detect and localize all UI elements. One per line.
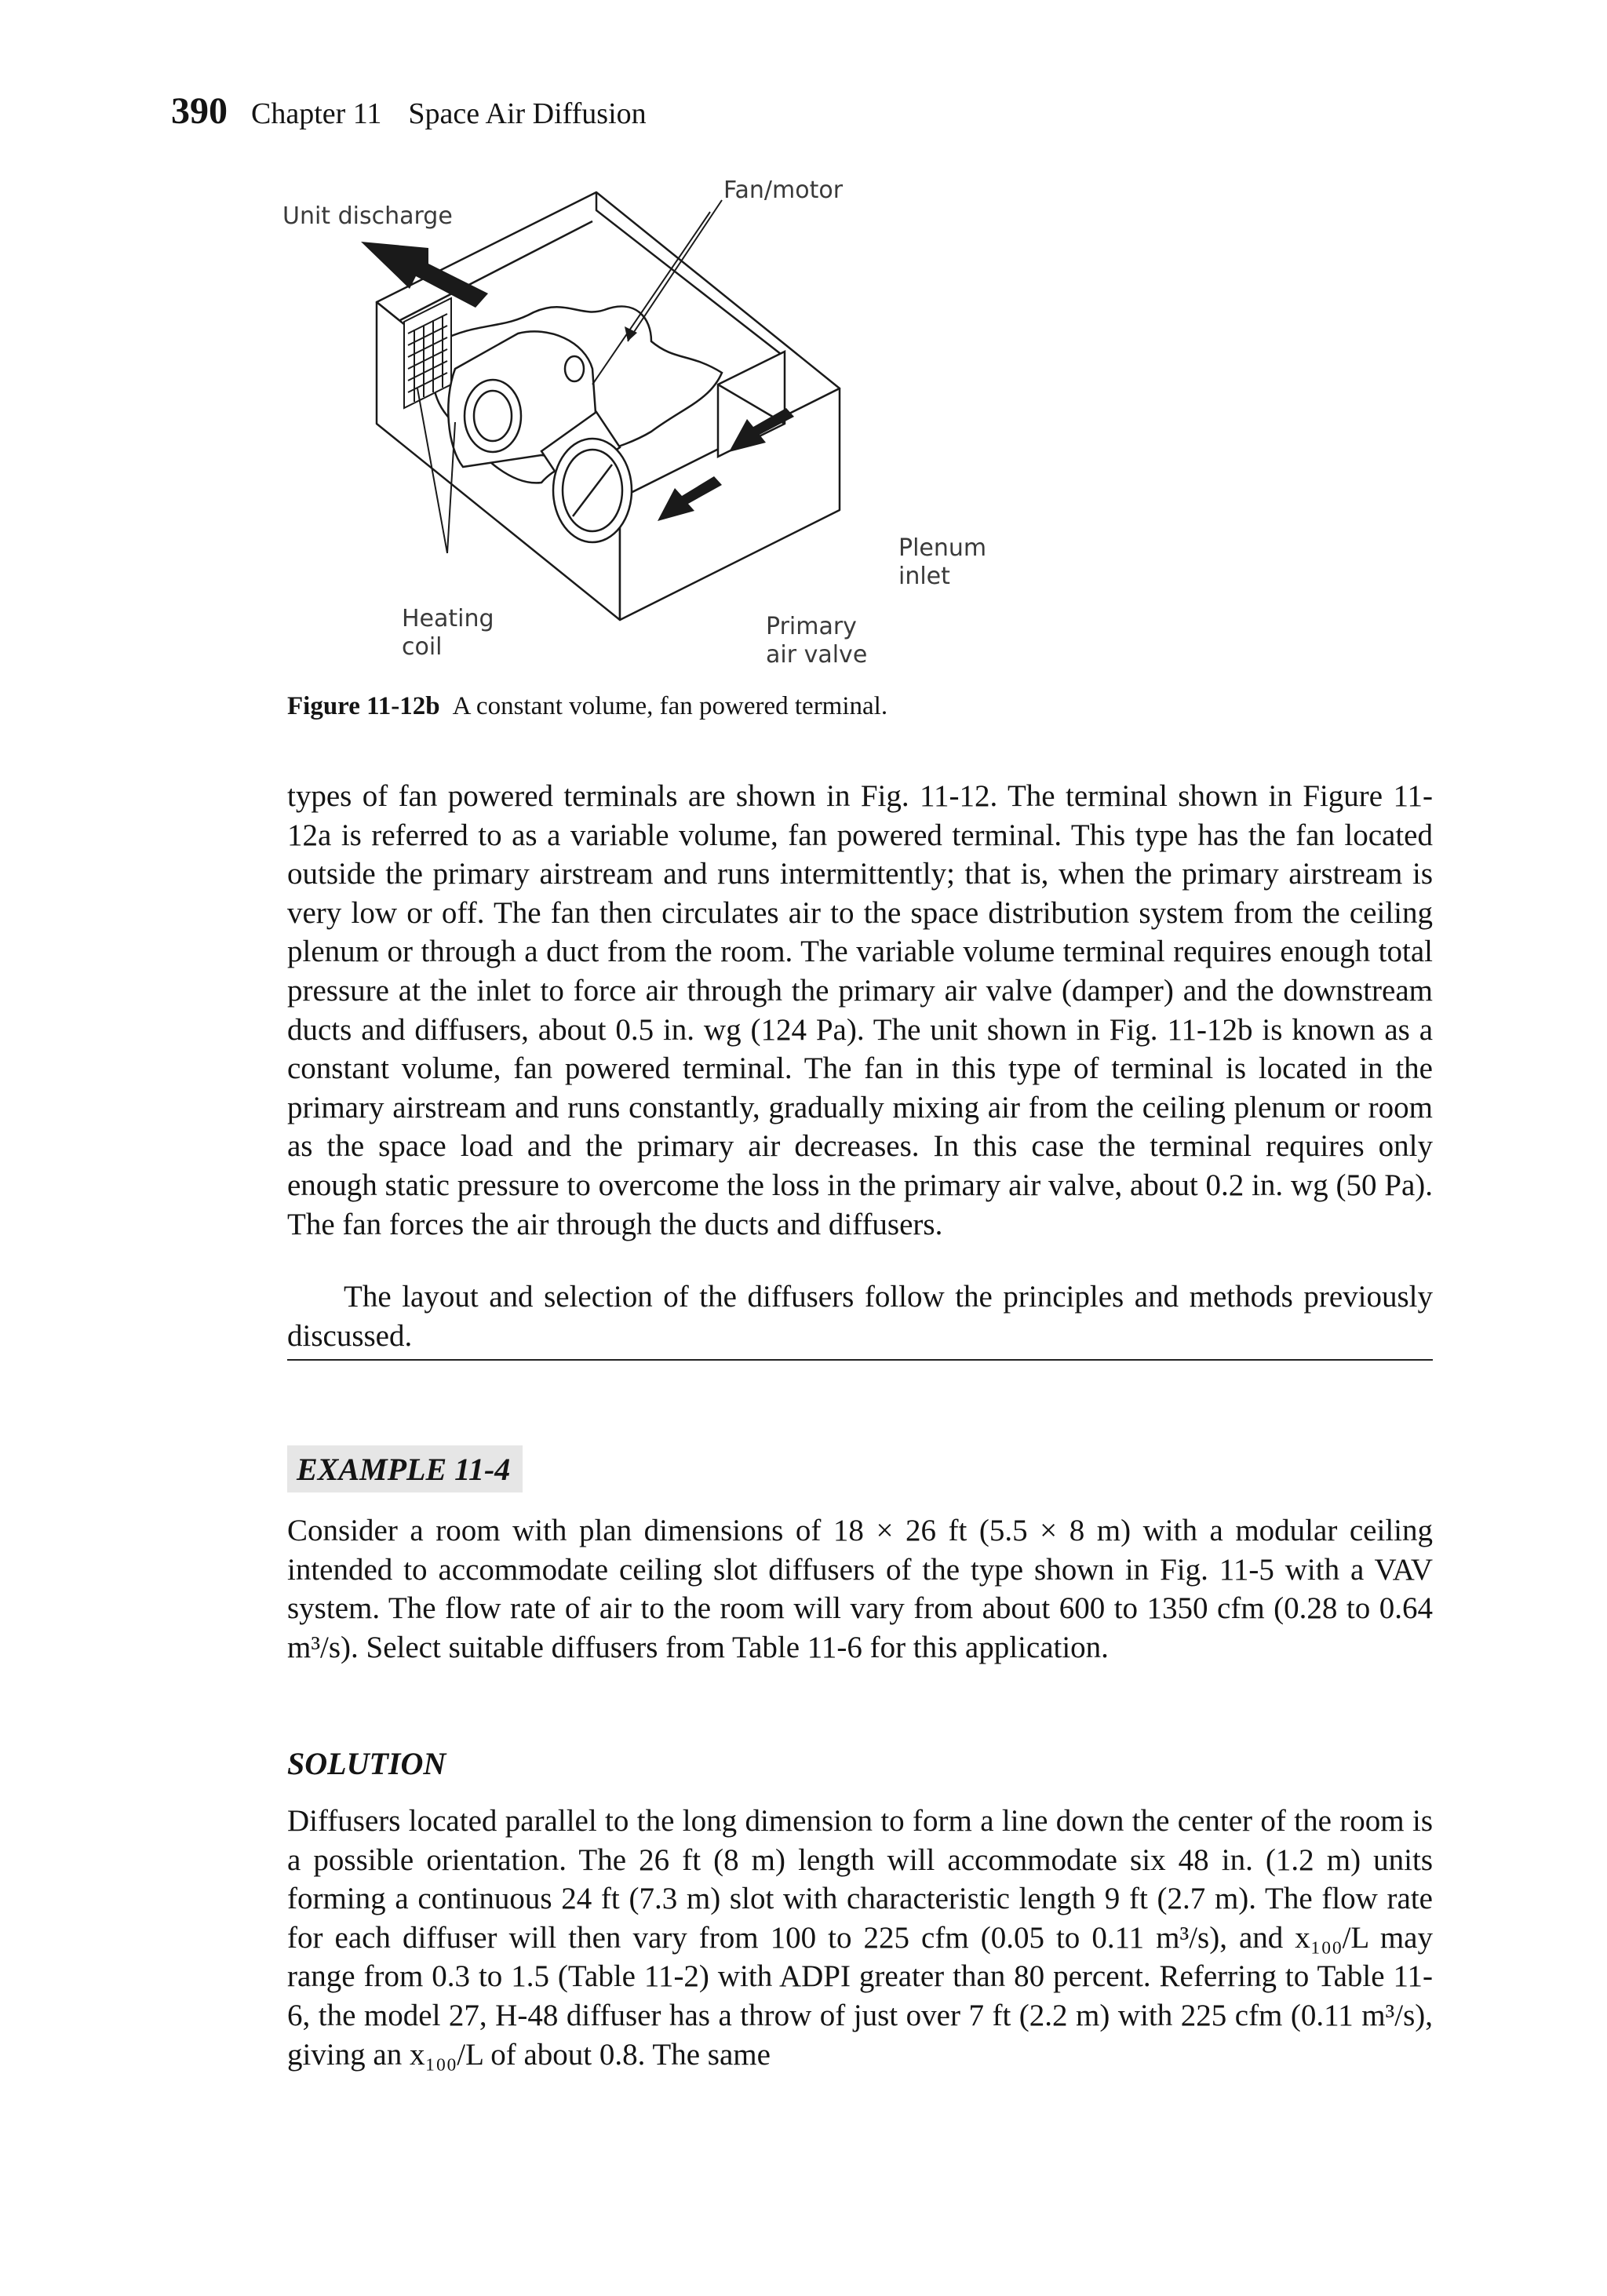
chapter-title: Space Air Diffusion bbox=[408, 97, 647, 130]
paragraph-layout-selection: The layout and selection of the diffusers follow the principles and methods previously discussed. bbox=[287, 1280, 1433, 1353]
label-plenum-2: inlet bbox=[898, 563, 950, 590]
label-unit-discharge: Unit discharge bbox=[282, 202, 453, 230]
label-fan-motor: Fan/motor bbox=[723, 177, 844, 204]
page-number: 390 bbox=[171, 90, 228, 132]
fan-terminal-diagram bbox=[282, 173, 989, 683]
chapter-label: Chapter 11 bbox=[251, 97, 382, 130]
caption-number: Figure 11-12b bbox=[287, 692, 440, 720]
label-primary-1: Primary bbox=[766, 613, 857, 640]
label-plenum-1: Plenum bbox=[898, 534, 987, 562]
example-heading: EXAMPLE 11-4 bbox=[287, 1445, 523, 1492]
caption-text: A constant volume, fan powered terminal. bbox=[452, 692, 888, 720]
terminal-figure bbox=[282, 173, 989, 683]
solution-heading: SOLUTION bbox=[287, 1746, 446, 1781]
running-head bbox=[171, 88, 647, 137]
figure-caption bbox=[287, 689, 887, 723]
label-primary-2: air valve bbox=[766, 641, 868, 669]
solution-text: Diffusers located parallel to the long dimension to form a line down the center of the room is a possible orientation. The 26 ft (8 m) length will accommodate six 48 in. (1.2 m) units forming a continuous 24 ft (7.3 m) slot with characteristic length 9 ft (2.7 m). The flow rate for each diffuser will then vary from 100 to 225 cfm (0.05 to 0.11 m³/s), and x₁₀₀/L may range from 0.3 to 1.5 (Table 11-2) with ADPI greater than 80 percent. Referring to Table 11-6, the model 27, H-48 diffuser has a throw of just over 7 ft (2.2 m) with 225 cfm (0.11 m³/s), giving an x₁₀₀/L of about 0.8. The same bbox=[287, 1804, 1433, 2072]
section-divider bbox=[287, 1359, 1433, 1361]
label-heating-1: Heating bbox=[402, 605, 494, 632]
paragraph-fan-terminals: types of fan powered terminals are shown in Fig. 11-12. The terminal shown in Figure 11-12a is referred to as a variable volume, fan powered terminal. This type has the fan located outside the primary airstream and runs intermittently; that is, when the primary airstream is very low or off. The fan then circulates air to the space distribution system from the ceiling plenum or through a duct from the room. The variable volume terminal requires enough total pressure at the inlet to force air through the primary air valve (damper) and the downstream ducts and diffusers, about 0.5 in. wg (124 Pa). The unit shown in Fig. 11-12b is known as a constant volume, fan powered terminal. The fan in this type of terminal is located in the primary airstream and runs constantly, gradually mixing air from the ceiling plenum or room as the space load and the primary air decreases. In this case the terminal requires only enough static pressure to overcome the loss in the primary air valve, about 0.2 in. wg (50 Pa). The fan forces the air through the ducts and diffusers. bbox=[287, 779, 1433, 1241]
label-heating-2: coil bbox=[402, 633, 443, 661]
example-text: Consider a room with plan dimensions of 18 × 26 ft (5.5 × 8 m) with a modular ceiling intended to accommodate ceiling slot diffusers of the type shown in Fig. 11-5 with a VAV system. The flow rate of air to the room will vary from about 600 to 1350 cfm (0.28 to 0.64 m³/s). Select suitable diffusers from Table 11-6 for this application. bbox=[287, 1514, 1433, 1664]
